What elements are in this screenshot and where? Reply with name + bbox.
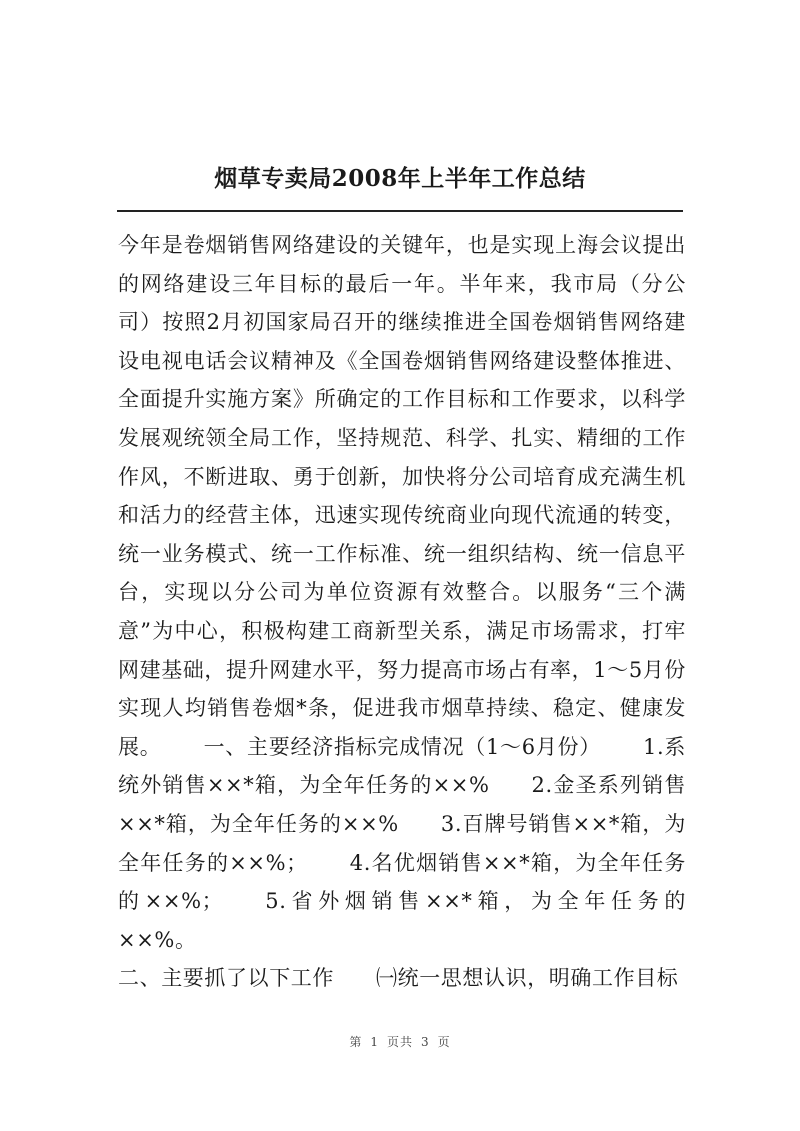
footer-label-of: 页共 <box>386 1035 413 1049</box>
footer-label-page: 第 <box>349 1035 363 1049</box>
footer-label-pages: 页 <box>437 1035 451 1049</box>
indicator-item-5: 5.省外烟销售××*箱，为全年任务的××%。 <box>118 889 686 952</box>
page-footer <box>0 1033 800 1050</box>
footer-current-page: 1 <box>370 1035 379 1049</box>
indicator-item-1: 1.系统外销售××*箱，为全年任务的××% <box>118 734 687 798</box>
section-2-heading: 二、主要抓了以下工作 <box>118 966 334 991</box>
footer-total-pages: 3 <box>421 1035 430 1049</box>
document-body <box>118 226 686 998</box>
indicator-item-3: 3.百牌号销售××*箱，为全年任务的××%； <box>118 811 686 875</box>
indicator-item-2: 2.金圣系列销售××*箱，为全年任务的××% <box>118 773 686 836</box>
indicator-item-4: 4.名优烟销售××*箱，为全年任务的××%； <box>118 850 686 914</box>
section-1-heading: 一、主要经济指标完成情况（1～6月份） <box>203 734 602 759</box>
intro-paragraph: 今年是卷烟销售网络建设的关键年，也是实现上海会议提出的网络建设三年目标的最后一年。半年来，我市局（分公司）按照2月初国家局召开的继续推进全国卷烟销售网络建设电视电话会议精神及《全国卷烟销售网络建设整体推进、全面提升实施方案》所确定的工作目标和工作要求，以科学发展观统领全局工作，坚持规范、科学、扎实、精细的工作作风，不断进取、勇于创新，加快将分公司培育成充满生机和活力的经营主体，迅速实现传统商业向现代流通的转变，统一业务模式、统一工作标准、统一组织结构、统一信息平台，实现以分公司为单位资源有效整合。以服务“三个满意”为中心，积极构建工商新型关系，满足市场需求，打牢网建基础，提升网建水平，努力提高市场占有率，1～5月份实现人均销售卷烟*条，促进我市烟草持续、稳定、健康发展。 <box>118 233 686 759</box>
subsection-1-heading: ㈠统一思想认识，明确工作目标 <box>376 966 679 991</box>
title-divider <box>117 210 683 212</box>
document-title: 烟草专卖局2008年上半年工作总结 <box>214 165 586 192</box>
